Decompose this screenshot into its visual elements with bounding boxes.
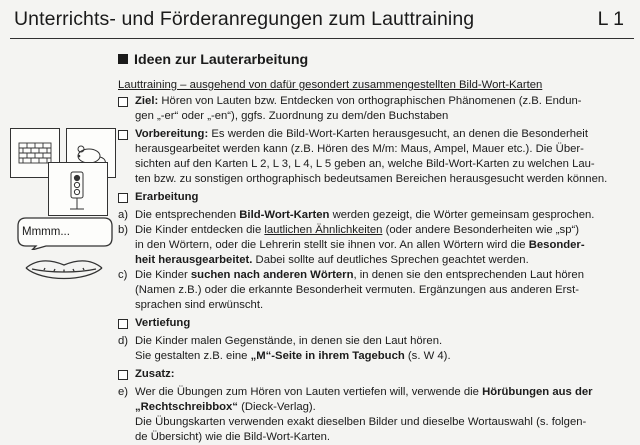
header-divider — [10, 38, 634, 39]
erarbeitung-label: Erarbeitung — [135, 191, 199, 203]
step-b-text-3-post: Dabei sollte auf deutliches Sprechen geachtet werden. — [252, 254, 529, 266]
step-e-text-2-post: (Dieck-Verlag). — [237, 401, 316, 413]
vorbereitung-text-4: ten bzw. zu sonstigen orthographisch bedeutsamen Bereichen herausgesucht werden können. — [135, 173, 608, 185]
step-d-text-2-bold: „M“-Seite in ihrem Tagebuch — [250, 350, 405, 362]
step-b-text-2-bold: Besonder- — [528, 239, 585, 251]
erarbeitung-step-a — [118, 208, 632, 223]
step-c-marker: c) — [118, 269, 128, 281]
step-a-text-pre: Die entsprechenden — [135, 209, 240, 221]
section-subtitle: Lauttraining – ausgehend von dafür gesondert zusammengestellten Bild-Wort-Karten — [118, 79, 543, 91]
step-a-text-post: werden gezeigt, die Wörter gemeinsam gesprochen. — [329, 209, 595, 221]
step-e-text-4: de Übersicht) wie die Bild-Wort-Karten. — [135, 431, 331, 443]
vorbereitung-text-1: Es werden die Bild-Wort-Karten herausgesucht, an denen die Besonderheit — [211, 128, 588, 140]
step-e-text-3: Die Übungskarten verwenden exakt dieselben Bilder und dieselbe Wortauswahl (s. folgen- — [135, 416, 587, 428]
step-b-text-1-pre: Die Kinder entdecken die — [135, 224, 265, 236]
step-b-text-3-bold: heit herausgearbeitet. — [135, 254, 253, 266]
picture-card-traffic-light — [48, 162, 108, 216]
step-d-text-1: Die Kinder malen Gegenstände, in denen sie den Laut hören. — [135, 335, 443, 347]
step-b-marker: b) — [118, 224, 129, 236]
step-c-text-2: (Namen z.B.) oder die erkannte Besonderheit vermuten. Ergänzungen aus anderen Erst- — [135, 284, 579, 296]
step-c-text-1-bold: suchen nach anderen Wörtern — [190, 269, 354, 281]
step-d-text-2-pre: Sie gestalten z.B. eine — [135, 350, 251, 362]
item-vorbereitung — [118, 127, 632, 187]
step-a-text-bold: Bild-Wort-Karten — [239, 209, 330, 221]
content-column — [118, 78, 632, 445]
square-bullet-icon — [118, 54, 128, 64]
step-b-text-1-post: (oder andere Besonderheiten wie „sp“) — [382, 224, 580, 236]
erarbeitung-step-b — [118, 223, 632, 268]
ziel-text-2: gen „-er“ oder „-en“), ggfs. Zuordnung zu dem/den Buchstaben — [135, 110, 449, 122]
step-c-text-1-post: , in denen sie den entsprechenden Laut hören — [353, 269, 584, 281]
traffic-light-icon — [49, 163, 107, 215]
vertiefung-label: Vertiefung — [135, 317, 191, 329]
page-title: Unterrichts- und Förderanregungen zum Lauttraining — [14, 8, 475, 30]
step-d-text-2-post: (s. W 4). — [404, 350, 451, 362]
item-zusatz — [118, 367, 632, 385]
step-e-text-1-pre: Wer die Übungen zum Hören von Lauten vertiefen will, verwende die — [135, 386, 483, 398]
speech-bubble-text: Mmmm... — [22, 226, 70, 238]
erarbeitung-step-c — [118, 268, 632, 313]
item-vertiefung — [118, 316, 632, 334]
vorbereitung-text-3: sichten auf den Karten L 2, L 3, L 4, L 5 geben an, welche Bild-Wort-Karten zu welchen Lau- — [135, 158, 595, 170]
checkbox-erarbeitung[interactable] — [118, 193, 128, 203]
vorbereitung-label: Vorbereitung: — [135, 128, 209, 140]
step-a-marker: a) — [118, 209, 129, 221]
item-ziel — [118, 94, 632, 124]
step-e-marker: e) — [118, 386, 129, 398]
zusatz-step-e — [118, 385, 632, 445]
step-e-text-2-bold: „Rechtschreibbox“ — [135, 401, 238, 413]
vertiefung-step-d — [118, 334, 632, 364]
checkbox-zusatz[interactable] — [118, 370, 128, 380]
step-c-text-3: sprachen sind erwünscht. — [135, 299, 264, 311]
ziel-label: Ziel: — [135, 95, 159, 107]
section-heading — [118, 52, 308, 68]
step-c-text-1-pre: Die Kinder — [135, 269, 191, 281]
section-heading-text: Ideen zur Lauterarbeitung — [134, 52, 309, 68]
step-b-text-2-pre: in den Wörtern, oder die Lehrerin stellt sie ihnen vor. An allen Wörtern wird die — [135, 239, 529, 251]
page-code: L 1 — [597, 8, 624, 30]
vorbereitung-text-2: herausgearbeitet werden kann (z.B. Hören des M/m: Maus, Ampel, Mauer etc.). Die Über- — [135, 143, 584, 155]
checkbox-vorbereitung[interactable] — [118, 130, 128, 140]
checkbox-ziel[interactable] — [118, 97, 128, 107]
lips-icon — [24, 256, 104, 284]
ziel-text-1: Hören von Lauten bzw. Entdecken von orthographischen Phänomenen (z.B. Endun- — [161, 95, 582, 107]
step-d-marker: d) — [118, 335, 129, 347]
item-erarbeitung — [118, 190, 632, 208]
step-e-text-1-bold: Hörübungen aus der — [482, 386, 593, 398]
checkbox-vertiefung[interactable] — [118, 319, 128, 329]
zusatz-label: Zusatz: — [135, 368, 175, 380]
step-b-text-1-underlined: lautlichen Ähnlichkeiten — [264, 224, 383, 236]
